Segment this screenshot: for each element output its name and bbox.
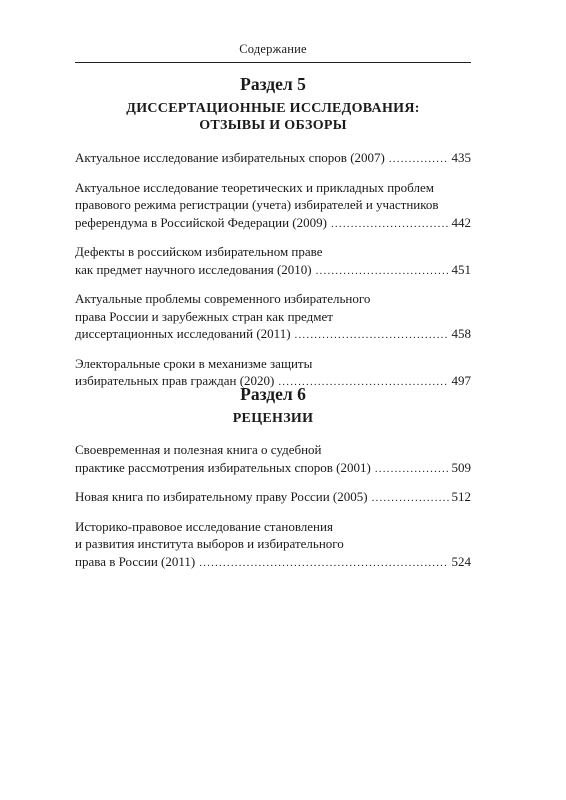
toc-entry[interactable] (75, 290, 471, 345)
toc-entry-text: Актуальные проблемы современного избирательного (75, 291, 371, 306)
dot-leader (316, 263, 449, 281)
toc-page-number: 442 (451, 214, 471, 230)
toc-list-section-6 (75, 441, 471, 572)
section-subtitle-line: ОТЗЫВЫ И ОБЗОРЫ (199, 118, 347, 133)
toc-entry[interactable] (75, 243, 471, 280)
toc-entry-text: Новая книга по избирательному праву России (2005) (75, 489, 368, 504)
toc-page-number: 512 (451, 489, 471, 504)
toc-entry-text: как предмет научного исследования (2010) (75, 261, 312, 277)
running-head: Содержание (239, 42, 307, 56)
toc-entry-text: Актуальное исследование теоретических и прикладных проблем (75, 179, 434, 195)
section-title: Раздел 6 (240, 384, 306, 404)
toc-entry-line (75, 459, 471, 479)
toc-entry-text: права в России (2011) (75, 553, 196, 569)
toc-entry-text: избирательных прав граждан (2020) (75, 373, 275, 388)
toc-entry[interactable] (75, 179, 471, 234)
toc-entry-line (75, 488, 471, 508)
header-rule (75, 62, 471, 63)
section-6 (75, 384, 471, 427)
toc-entry-text: Дефекты в российском избирательном праве (75, 244, 323, 259)
toc-page-number: 509 (451, 459, 471, 475)
toc-entry[interactable] (75, 441, 471, 478)
toc-page-number: 435 (451, 150, 471, 165)
toc-entry-text: права России и зарубежных стран как предмет (75, 308, 333, 324)
section-subtitle-line: РЕЦЕНЗИИ (232, 411, 314, 426)
section-subtitle (75, 410, 471, 427)
toc-page-number: 451 (451, 261, 471, 277)
toc-entry-line (75, 261, 471, 281)
toc-entry[interactable] (75, 149, 471, 169)
toc-entry[interactable] (75, 518, 471, 573)
toc-entry-text: правового режима регистрации (учета) избирателей и участников (75, 197, 439, 212)
toc-entry-text: референдума в Российской Федерации (2009) (75, 214, 327, 230)
toc-entry-text: Своевременная и полезная книга о судебной (75, 442, 322, 457)
dot-leader (372, 490, 449, 508)
toc-list-section-5 (75, 149, 471, 392)
section-5 (75, 74, 471, 134)
toc-entry-line (75, 325, 471, 345)
dot-leader (375, 461, 449, 479)
toc-page-number: 497 (451, 373, 471, 388)
toc-entry-line (75, 149, 471, 169)
toc-entry-text: и развития института выборов и избирательного (75, 536, 344, 551)
dot-leader (295, 327, 449, 345)
toc-entry-text: Историко-правовое исследование становления (75, 518, 333, 534)
section-subtitle-line: ДИССЕРТАЦИОННЫЕ ИССЛЕДОВАНИЯ: (126, 101, 420, 116)
toc-page-number: 524 (451, 553, 471, 569)
dot-leader (331, 216, 449, 234)
toc-entry-text: Актуальное исследование избирательных споров (2007) (75, 150, 385, 165)
toc-entry[interactable] (75, 488, 471, 508)
toc-page-number: 458 (451, 326, 471, 341)
toc-entry-text: диссертационных исследований (2011) (75, 326, 291, 341)
section-title: Раздел 5 (240, 74, 306, 94)
section-subtitle (75, 100, 471, 134)
toc-entry-line (75, 214, 471, 234)
dot-leader (199, 555, 448, 573)
toc-entry-text: практике рассмотрения избирательных споров (2001) (75, 459, 371, 475)
toc-entry-text: Электоральные сроки в механизме защиты (75, 355, 313, 371)
dot-leader (389, 151, 449, 169)
toc-entry-line (75, 553, 471, 573)
